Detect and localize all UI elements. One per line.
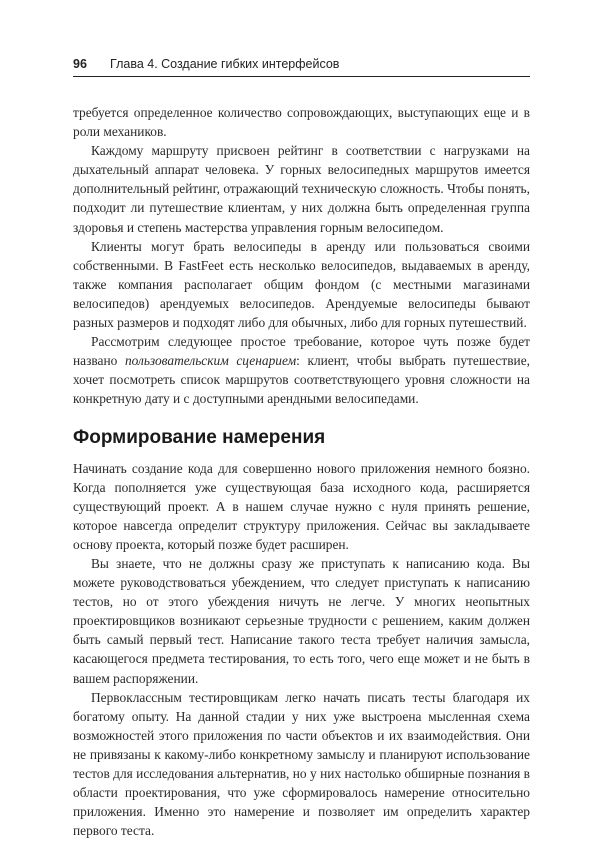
paragraph: Клиенты могут брать велосипеды в аренду или пользоваться своими собственными. В FastFeet есть несколько велосипедов, выдаваемых в аренду, также компания располагает общим фондом (с местными магазинами велосипедов) арендуемых велосипедов. Арендуемые велосипеды бывают разных размеров и подходят либо для обычных, либо для горных путешествий. — [73, 238, 530, 331]
paragraph: Начинать создание кода для совершенно нового приложения немного боязно. Когда пополняется уже существующая база исходного кода, расширяется существующий проект. А в нашем случае нужно с нуля принять решение, которое навсегда определит структуру приложения. Сейчас вы закладываете основу проекта, который позже будет расширен. — [73, 460, 530, 552]
page-number: 96 — [73, 57, 87, 71]
paragraph: требуется определенное количество сопровождающих, выступающих еще и в роли механиков. — [73, 105, 530, 140]
paragraph: Каждому маршруту присвоен рейтинг в соответствии с нагрузками на дыхательный аппарат человека. У горных велосипедных маршрутов имеется дополнительный рейтинг, отражающий техническую сложность. Чтобы понять, подходит ли путешествие клиентам, у них должна быть определенная группа здоровья и степень мастерства управления горным велосипедом. — [73, 143, 530, 235]
paragraph: Вы знаете, что не должны сразу же приступать к написанию кода. Вы можете руководствоваться убеждением, что следует приступать к написанию тестов, но от этого убеждения ничуть не легче. У многих неопытных проектировщиков возникают серьезные трудности с решением, каким должен быть самый первый тест. Написание такого теста требует наличия замысла, касающегося предмета тестирования, то есть того, чего еще может и не быть в вашем распоряжении. — [73, 555, 530, 686]
running-header — [73, 56, 530, 77]
paragraph: Первоклассным тестировщикам легко начать писать тесты благодаря их богатому опыту. На данной стадии у них уже выстроена мысленная схема возможностей этого приложения по части объектов и их взаимодействия. Они не привязаны к какому-либо конкретному замыслу и планируют использование тестов для исследования альтернатив, но у них настолько обширные познания в области проектирования, что уже сформировалось намерение относительно приложения. Именно это намерение и позволяет им определить характер первого теста. — [73, 689, 530, 839]
body-text — [73, 103, 530, 840]
scenario-text-after: : клиент, чтобы выбрать путешествие, хочет посмотреть список маршрутов соответствующего уровня сложности на конкретную дату и с доступными арендными велосипедами. — [73, 353, 530, 407]
section-heading: Формирование намерения — [73, 426, 326, 448]
scenario-text-before: Рассмотрим следующее простое требование, которое чуть позже будет названо — [73, 334, 530, 369]
paragraph-scenario — [73, 332, 530, 408]
chapter-title: Глава 4. Создание гибких интерфейсов — [110, 57, 340, 71]
emphasis-term: пользовательским сценарием — [124, 353, 297, 369]
